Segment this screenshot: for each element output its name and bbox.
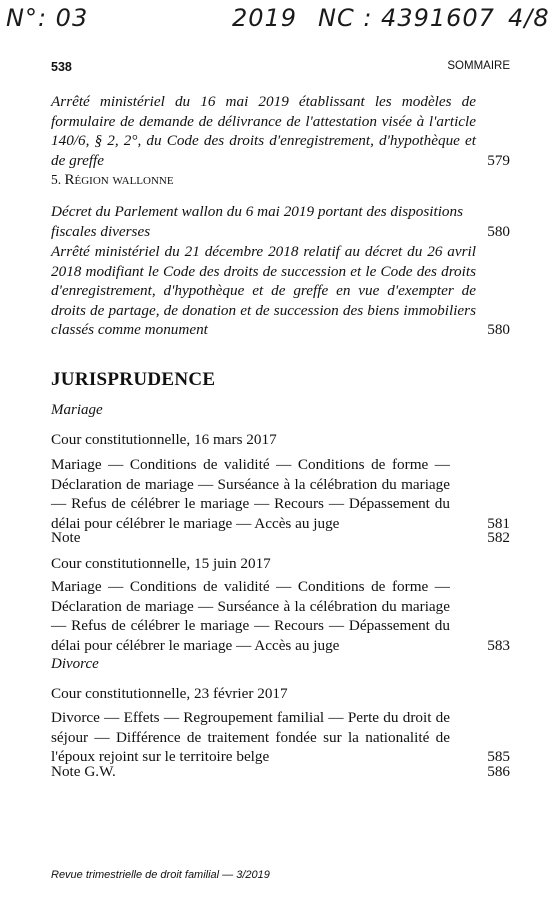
case-summary-text: Mariage — Conditions de validité — Conditions de forme — Déclaration de mariage — Surséance à la célébration du mariage — Refus de célébrer le mariage — Recours — Dépassement du délai pour célébrer le mariage — Accès au juge <box>51 456 450 532</box>
entry-text: Arrêté ministériel du 21 décembre 2018 relatif au décret du 26 avril 2018 modifiant le Code des droits de succession et le Code des droits d'enregistrement, d'hypothèque et de greffe en vue d'exempter de droits de partage, de donation et de succession des biens immobiliers classés comme monument <box>51 243 476 338</box>
case-summary-text: Divorce — Effets — Regroupement familial — Perte du droit de séjour — Différence de traitement fondée sur la nationalité de l'époux rejoint sur le territoire belge <box>51 709 450 765</box>
note-label: Note G.W. <box>51 763 116 780</box>
case-summary <box>51 577 510 655</box>
case-summary <box>51 455 510 533</box>
page-number: 538 <box>51 60 72 74</box>
case-court-label: Cour constitutionnelle, 23 février 2017 <box>51 685 288 702</box>
case-page: 583 <box>487 636 510 654</box>
note-page: 586 <box>487 763 510 780</box>
case-court <box>51 430 510 450</box>
region-number: 5. <box>51 172 62 187</box>
note-line <box>51 528 510 548</box>
case-page: 581 <box>487 514 510 532</box>
entry-page: 579 <box>487 151 510 169</box>
topic-divorce: Divorce <box>51 656 99 672</box>
entry-text: Arrêté ministériel du 16 mai 2019 établissant les modèles de formulaire de demande de délivrance de l'attestation visée à l'article 140/6, § 2, 2°, du Code des droits d'enregistrement, d'hypothèque et de greffe <box>51 93 476 169</box>
region-title: Région wallonne <box>64 172 174 188</box>
toc-entry <box>51 92 510 170</box>
handwritten-fraction: 4/8 <box>508 4 550 32</box>
note-page: 582 <box>487 529 510 546</box>
case-court-label: Cour constitutionnelle, 16 mars 2017 <box>51 431 277 448</box>
entry-page: 580 <box>487 321 510 338</box>
handwritten-number: N°: 03 <box>6 4 89 32</box>
case-court-label: Cour constitutionnelle, 15 juin 2017 <box>51 555 271 572</box>
page-header <box>51 60 510 74</box>
case-summary-text: Mariage — Conditions de validité — Conditions de forme — Déclaration de mariage — Surséance à la célébration du mariage — Refus de célébrer le mariage — Recours — Dépassement du délai pour célébrer le mariage — Accès au juge <box>51 578 450 654</box>
entry-page: 580 <box>487 222 510 240</box>
case-court <box>51 684 510 704</box>
note-label: Note <box>51 529 81 546</box>
journal-footer: Revue trimestrielle de droit familial — 3/2019 <box>51 869 270 881</box>
case-court <box>51 554 510 574</box>
section-title: SOMMAIRE <box>447 60 510 72</box>
topic-mariage: Mariage <box>51 402 103 418</box>
entry-text: Décret du Parlement wallon du 6 mai 2019 portant des dispositions fiscales diverses <box>51 203 464 240</box>
region-heading <box>51 172 174 189</box>
case-page: 585 <box>487 748 510 765</box>
toc-entry <box>51 242 510 340</box>
note-line <box>51 762 510 782</box>
handwritten-year: 2019 <box>232 4 298 32</box>
jurisprudence-heading: JURISPRUDENCE <box>51 369 216 390</box>
case-summary <box>51 708 510 767</box>
toc-entry <box>51 202 510 241</box>
handwritten-nc: NC : 4391607 <box>318 4 495 32</box>
